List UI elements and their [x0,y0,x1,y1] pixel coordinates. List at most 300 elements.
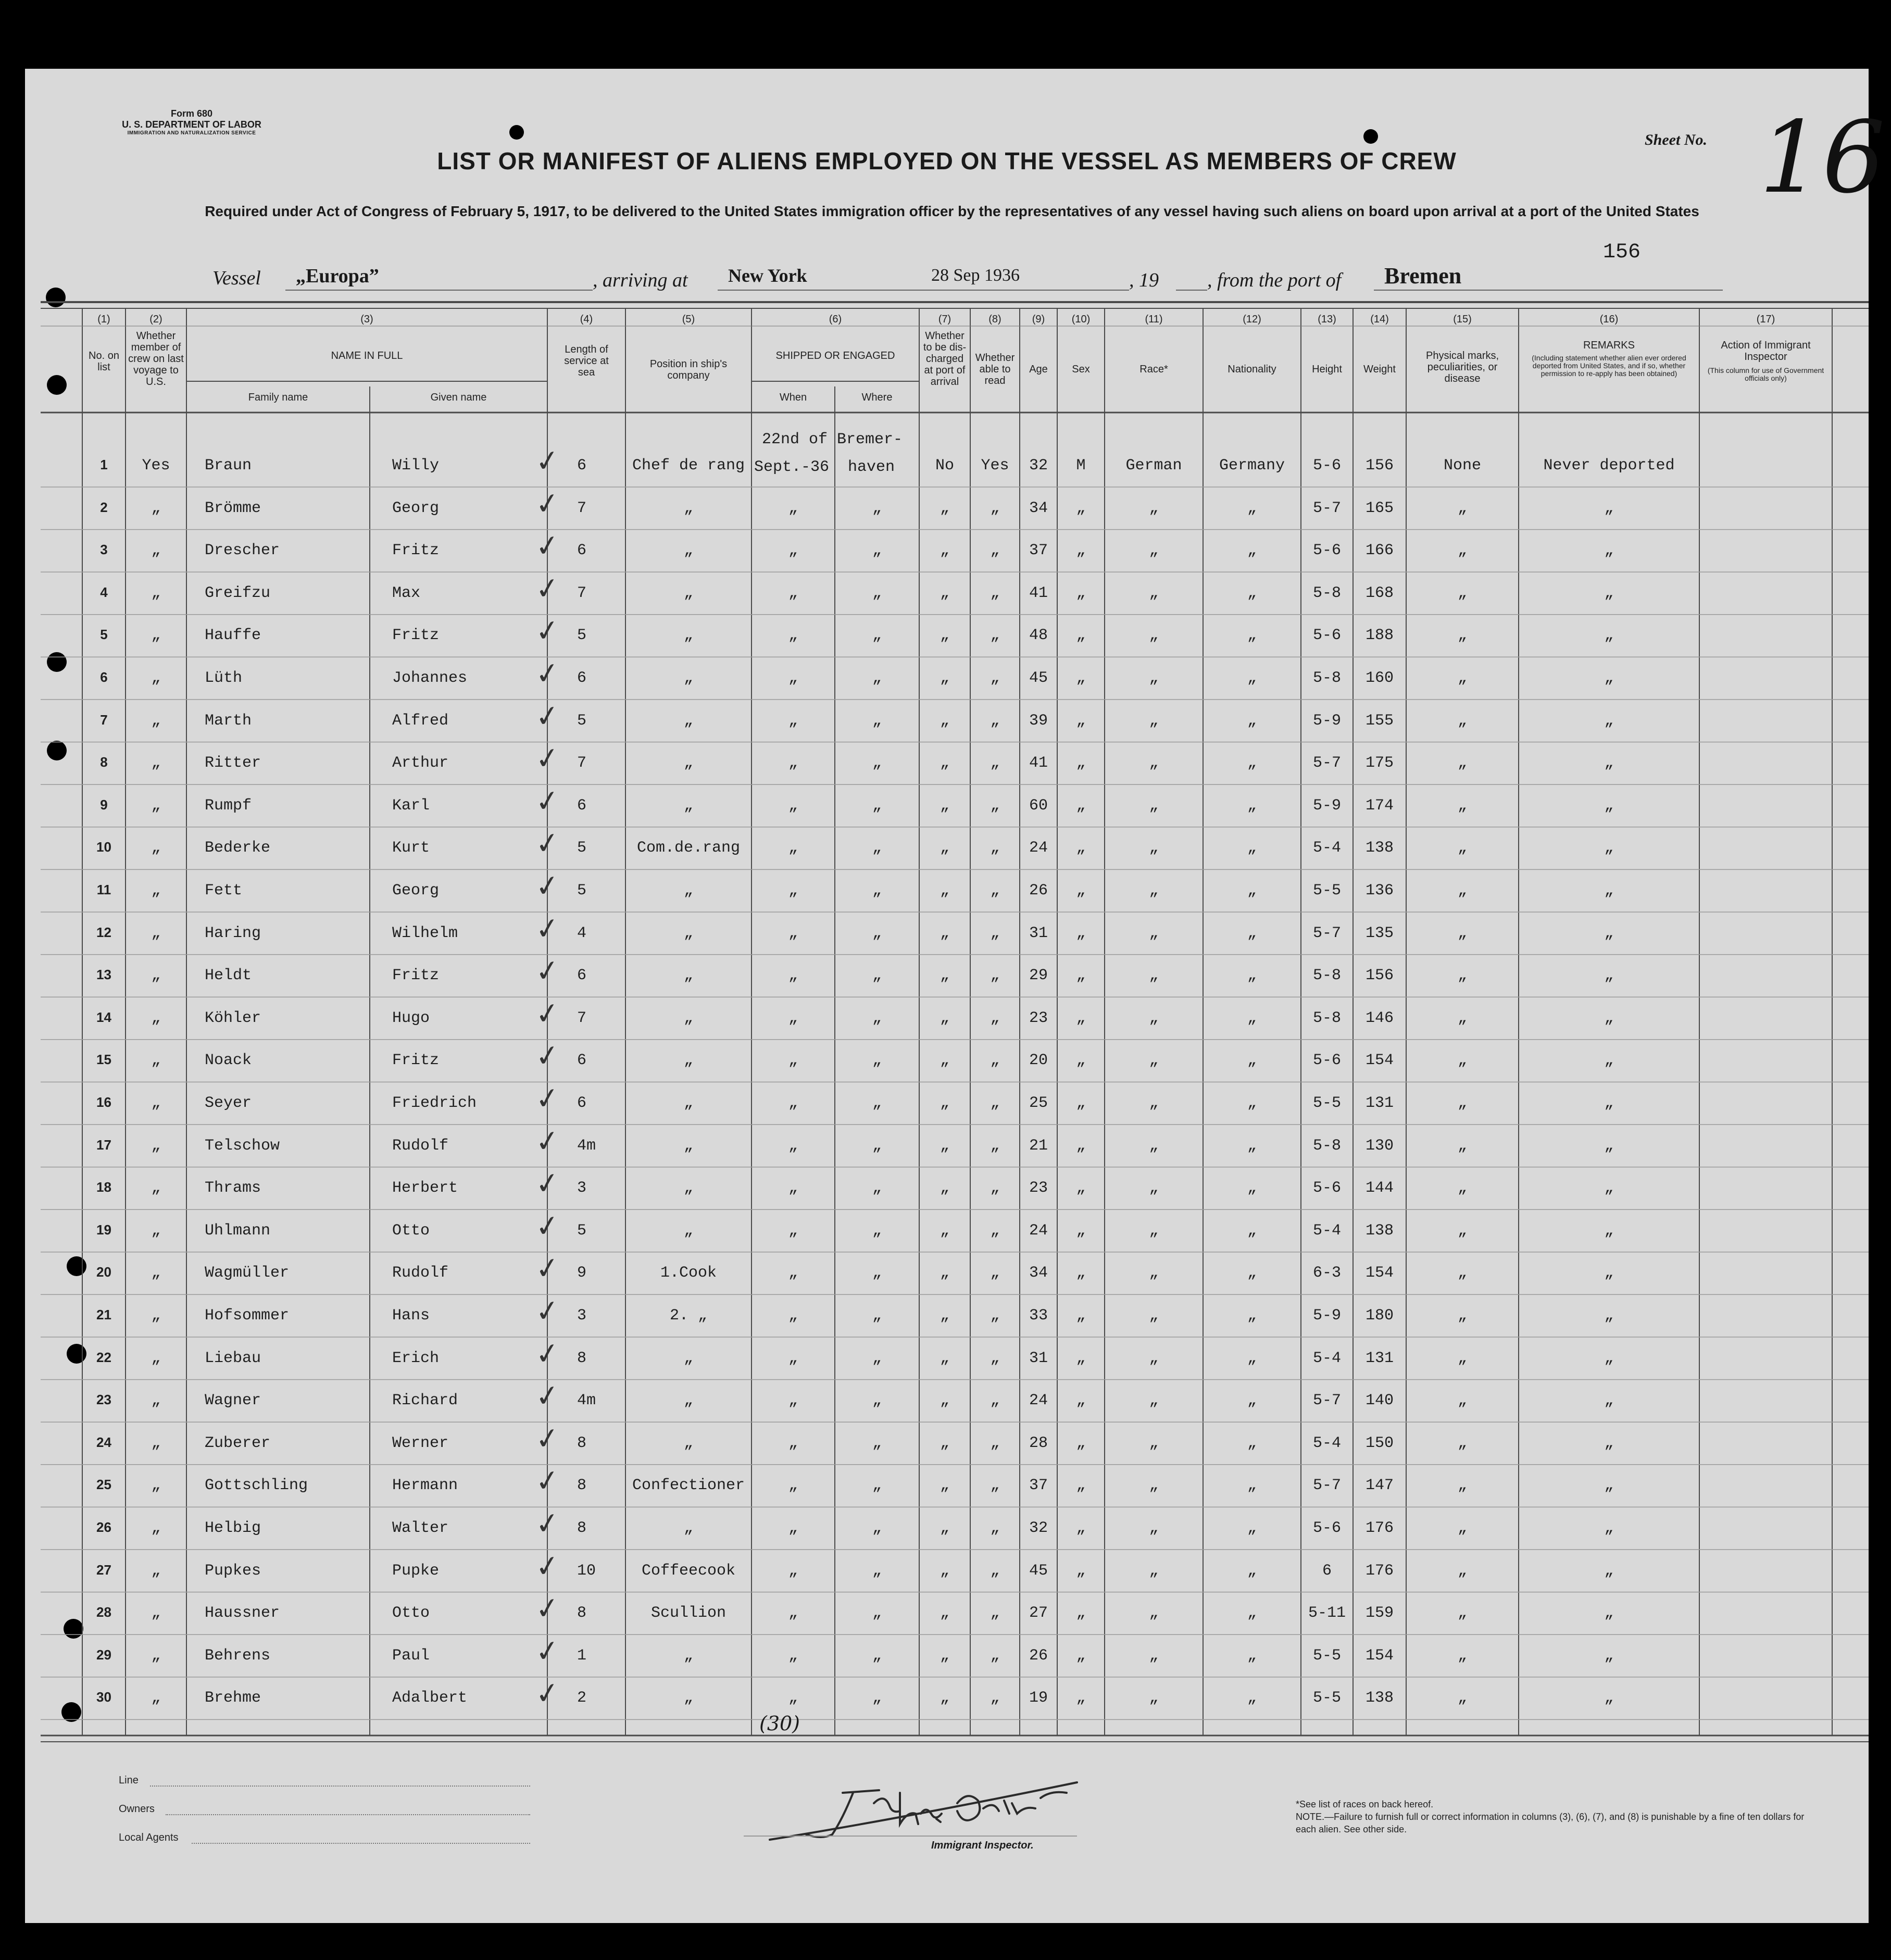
cell-position: 1.Cook [660,1264,717,1282]
cell-given: Karl [392,796,430,815]
cell-family: Greifzu [205,584,271,602]
cell-sex: „ [1076,1094,1086,1112]
cell-weight: 156 [1365,967,1394,985]
cell-nationality: „ [1247,669,1257,687]
cell-remarks: „ [1604,796,1614,815]
cell-position: „ [683,796,693,815]
cell-discharge: „ [940,584,949,602]
cell-nationality: Germany [1219,457,1285,475]
cell-height: 5-6 [1312,1519,1341,1537]
cell-race: „ [1149,1307,1159,1325]
cell-marks: „ [1457,584,1467,602]
cell-prev: „ [151,1477,161,1495]
cell-where: „ [872,1689,882,1707]
cell-discharge: „ [940,839,949,857]
cell-family: Drescher [205,542,280,560]
cell-given: Wilhelm [392,924,458,942]
cell-prev: „ [151,882,161,900]
cell-marks: „ [1457,1264,1467,1282]
table-row [25,613,1869,664]
cell-when: „ [788,796,798,815]
cell-remarks: „ [1604,1009,1614,1027]
cell-discharge: „ [940,1221,949,1240]
cell-nationality: „ [1247,711,1257,730]
cell-age: 27 [1029,1604,1048,1622]
col-num-11: (11) [1145,314,1163,325]
check-mark-icon: ✓ [533,782,562,820]
cell-height: 5-5 [1312,882,1341,900]
cell-prev: „ [151,796,161,815]
cell-no: 7 [100,711,108,728]
cell-remarks: „ [1604,1392,1614,1410]
cell-given: Walter [392,1519,449,1537]
cell-remarks: „ [1604,924,1614,942]
cell-where: „ [872,1646,882,1665]
cell-nationality: „ [1247,584,1257,602]
cell-remarks: „ [1604,1221,1614,1240]
cell-read: „ [990,1392,1000,1410]
cell-service: 7 [577,1009,587,1027]
cell-no: 23 [96,1392,111,1408]
check-mark-icon: ✓ [533,1547,562,1585]
col-header-given-name: Given name [430,392,487,403]
cell-remarks: „ [1604,669,1614,687]
cell-marks: „ [1457,754,1467,772]
cell-age: 41 [1029,584,1048,602]
cell-prev: „ [151,669,161,687]
cell-prev: „ [151,1434,161,1452]
cell-sex: „ [1076,882,1086,900]
cell-race: „ [1149,711,1159,730]
cell-discharge: „ [940,1094,949,1112]
cell-marks: „ [1457,627,1467,645]
cell-family: Behrens [205,1646,271,1665]
cell-discharge: „ [940,1052,949,1070]
col-header-nationality: Nationality [1228,364,1276,375]
cell-no: 21 [96,1307,111,1322]
col-header-remarks-note: (Including statement whether alien ever ordered deported from United States, and if so, whether permission to re-apply has been obtained) [1532,354,1686,378]
cell-given: Erich [392,1349,440,1367]
cell-prev: „ [151,1137,161,1155]
cell-service: 6 [577,457,587,475]
col-num-6: (6) [829,314,842,325]
check-mark-icon: ✓ [533,1250,562,1288]
col-header-when: When [779,392,807,403]
cell-when: „ [788,924,798,942]
cell-weight: 188 [1365,627,1394,645]
cell-nationality: „ [1247,627,1257,645]
shipped-date-line1: 22nd of Bremer- [762,431,903,448]
cell-service: 5 [577,839,587,857]
cell-weight: 180 [1365,1307,1394,1325]
cell-nationality: „ [1247,1562,1257,1580]
cell-remarks: „ [1604,499,1614,517]
cell-read: „ [990,1562,1000,1580]
cell-age: 24 [1029,1392,1048,1410]
cell-weight: 154 [1365,1646,1394,1665]
cell-service: 8 [577,1477,587,1495]
cell-service: 6 [577,1094,587,1112]
cell-remarks: „ [1604,1562,1614,1580]
cell-prev: „ [151,1307,161,1325]
col-num-16: (16) [1599,314,1619,325]
cell-weight: 131 [1365,1094,1394,1112]
cell-when: „ [788,754,798,772]
cell-nationality: „ [1247,1264,1257,1282]
from-port-label: , from the port of [1207,269,1342,291]
cell-age: 29 [1029,967,1048,985]
cell-position: „ [683,754,693,772]
cell-discharge: „ [940,924,949,942]
cell-nationality: „ [1247,1009,1257,1027]
cell-given: Georg [392,882,440,900]
cell-race: „ [1149,796,1159,815]
cell-when: „ [788,669,798,687]
cell-weight: 166 [1365,542,1394,560]
cell-sex: „ [1076,754,1086,772]
cell-when: „ [788,967,798,985]
table-row [25,697,1869,750]
cell-age: 39 [1029,711,1048,730]
cell-remarks: „ [1604,1519,1614,1537]
table-row [25,443,1869,494]
cell-race: „ [1149,1689,1159,1707]
cell-race: „ [1149,499,1159,517]
cell-where: „ [872,669,882,687]
col-num-17: (17) [1756,314,1775,325]
cell-prev: „ [151,499,161,517]
owners-label: Owners [119,1803,155,1815]
cell-marks: „ [1457,1094,1467,1112]
cell-height: 5-6 [1312,1179,1341,1197]
cell-prev: „ [151,1604,161,1622]
cell-when: „ [788,499,798,517]
cell-race: „ [1149,1349,1159,1367]
cell-read: „ [990,499,1000,517]
cell-remarks: „ [1604,1137,1614,1155]
cell-prev: „ [151,627,161,645]
cell-given: Adalbert [392,1689,468,1707]
cell-position: „ [683,1009,693,1027]
cell-remarks: „ [1604,1307,1614,1325]
cell-given: Arthur [392,754,449,772]
cell-service: 4 [577,924,587,942]
cell-marks: „ [1457,839,1467,857]
cell-discharge: „ [940,1307,949,1325]
cell-when: „ [788,542,798,560]
cell-race: German [1125,457,1182,475]
cell-prev: „ [151,1264,161,1282]
cell-service: 3 [577,1307,587,1325]
cell-discharge: „ [940,1264,949,1282]
table-row [25,485,1869,537]
cell-no: 15 [96,1052,111,1068]
sheet-label: Sheet No. [1645,131,1707,148]
cell-age: 24 [1029,839,1048,857]
cell-height: 5-11 [1308,1604,1346,1622]
cell-age: 23 [1029,1179,1048,1197]
cell-family: Ritter [205,754,261,772]
col-num-4: (4) [580,314,593,325]
cell-sex: „ [1076,1604,1086,1622]
cell-read: „ [990,882,1000,900]
cell-when: „ [788,839,798,857]
local-agents-label: Local Agents [119,1832,179,1843]
table-row [25,1038,1869,1089]
cell-prev: „ [151,1562,161,1580]
cell-height: 5-8 [1312,584,1341,602]
shipped-when: Sept.-36 [754,458,830,476]
table-row [25,570,1869,622]
cell-position: „ [683,669,693,687]
cell-family: Köhler [205,1009,261,1027]
cell-remarks: „ [1604,1477,1614,1495]
col-num-1: (1) [97,314,110,325]
cell-where: „ [872,1604,882,1622]
cell-read: „ [990,796,1000,815]
cell-age: 31 [1029,1349,1048,1367]
cell-read: „ [990,1349,1000,1367]
cell-nationality: „ [1247,1392,1257,1410]
cell-race: „ [1149,1519,1159,1537]
cell-where: „ [872,1052,882,1070]
cell-no: 26 [96,1519,111,1535]
cell-family: Thrams [205,1179,261,1197]
table-row [25,995,1869,1047]
cell-discharge: „ [940,711,949,730]
cell-family: Marth [205,711,252,730]
cell-height: 5-7 [1312,499,1341,517]
cell-weight: 156 [1365,457,1394,475]
cell-position: Coffeecook [641,1562,736,1580]
cell-position: Confectioner [632,1477,745,1495]
col-header-position: Position in ship's company [649,358,728,381]
cell-where: „ [872,1264,882,1282]
check-mark-icon: ✓ [533,697,562,735]
cell-given: Otto [392,1604,430,1622]
cell-marks: „ [1457,1689,1467,1707]
cell-no: 22 [96,1349,111,1365]
cell-discharge: „ [940,627,949,645]
col-num-5: (5) [682,314,695,325]
cell-marks: „ [1457,1307,1467,1325]
cell-discharge: „ [940,1562,949,1580]
cell-when: „ [788,1221,798,1240]
cell-marks: „ [1457,1392,1467,1410]
check-mark-icon: ✓ [533,1293,562,1330]
cell-service: 4m [577,1392,596,1410]
check-mark-icon: ✓ [533,528,562,565]
cell-no: 3 [100,542,108,558]
col-header-inspector-action: Action of Immigrant Inspector [1721,340,1811,363]
cell-weight: 140 [1365,1392,1394,1410]
table-row [25,1335,1869,1387]
form-number: Form 680 [170,108,213,119]
col-num-15: (15) [1453,314,1472,325]
cell-marks: „ [1457,1604,1467,1622]
cell-read: „ [990,627,1000,645]
cell-weight: 176 [1365,1519,1394,1537]
cell-no: 1 [100,457,108,472]
cell-position: „ [683,1221,693,1240]
cell-no: 17 [96,1137,111,1153]
cell-prev: „ [151,1519,161,1537]
cell-position: „ [683,1689,693,1707]
cell-height: 6-3 [1312,1264,1341,1282]
vessel-label: Vessel [212,267,261,289]
cell-age: 19 [1029,1689,1048,1707]
cell-race: „ [1149,1009,1159,1027]
cell-height: 5-8 [1312,967,1341,985]
check-mark-icon: ✓ [533,443,562,480]
cell-sex: „ [1076,924,1086,942]
cell-race: „ [1149,1434,1159,1452]
cell-marks: „ [1457,1137,1467,1155]
cell-prev: „ [151,1646,161,1665]
cell-weight: 175 [1365,754,1394,772]
department-name: U. S. DEPARTMENT OF LABOR [122,119,261,130]
cell-position: „ [683,924,693,942]
cell-weight: 144 [1365,1179,1394,1197]
cell-discharge: „ [940,1689,949,1707]
cell-given: Rudolf [392,1264,449,1282]
cell-where: „ [872,499,882,517]
cell-prev: „ [151,924,161,942]
cell-read: „ [990,1221,1000,1240]
cell-marks: „ [1457,542,1467,560]
cell-weight: 155 [1365,711,1394,730]
cell-prev: Yes [142,457,170,475]
cell-position: „ [683,542,693,560]
cell-family: Brehme [205,1689,261,1707]
cell-read: „ [990,1434,1000,1452]
cell-sex: „ [1076,967,1086,985]
cell-when: „ [788,1646,798,1665]
cell-nationality: „ [1247,967,1257,985]
cell-where: „ [872,584,882,602]
cell-weight: 154 [1365,1052,1394,1070]
table-row [25,655,1869,707]
cell-position: 2. „ [669,1307,707,1325]
cell-service: 7 [577,754,587,772]
cell-height: 5-6 [1312,457,1341,475]
cell-height: 5-4 [1312,1349,1341,1367]
cell-marks: „ [1457,1434,1467,1452]
cell-race: „ [1149,1179,1159,1197]
cell-given: Fritz [392,1052,440,1070]
col-header-sex: Sex [1072,364,1090,375]
col-header-previous-voyage: Whether member of crew on last voyage to U.S. [128,330,184,388]
cell-no: 5 [100,627,108,643]
cell-sex: „ [1076,1264,1086,1282]
cell-nationality: „ [1247,1689,1257,1707]
cell-discharge: „ [940,1477,949,1495]
shipped-where: haven [848,458,895,476]
cell-sex: „ [1076,796,1086,815]
cell-race: „ [1149,1052,1159,1070]
cell-race: „ [1149,1137,1159,1155]
cell-age: 37 [1029,1477,1048,1495]
service-name: IMMIGRATION AND NATURALIZATION SERVICE [127,130,256,136]
cell-given: Pupke [392,1562,440,1580]
cell-weight: 135 [1365,924,1394,942]
table-row [25,1590,1869,1642]
cell-given: Richard [392,1392,458,1410]
cell-marks: „ [1457,1221,1467,1240]
cell-given: Fritz [392,542,440,560]
col-header-inspector-note: (This column for use of Government officials only) [1707,366,1824,382]
cell-height: 5-4 [1312,1434,1341,1452]
cell-sex: M [1076,457,1086,475]
cell-marks: „ [1457,967,1467,985]
cell-age: 32 [1029,457,1048,475]
cell-sex: „ [1076,1689,1086,1707]
cell-height: 5-6 [1312,1052,1341,1070]
cell-marks: „ [1457,1562,1467,1580]
cell-age: 34 [1029,1264,1048,1282]
cell-when: „ [788,627,798,645]
cell-position: „ [683,499,693,517]
cell-read: „ [990,1009,1000,1027]
cell-where: „ [872,1137,882,1155]
cell-read: „ [990,754,1000,772]
cell-service: 8 [577,1434,587,1452]
col-num-12: (12) [1243,314,1261,325]
cell-remarks: „ [1604,1646,1614,1665]
cell-marks: „ [1457,1349,1467,1367]
cell-position: „ [683,1434,693,1452]
cell-age: 48 [1029,627,1048,645]
cell-discharge: „ [940,1646,949,1665]
arriving-port: New York [728,265,807,286]
cell-weight: 138 [1365,1689,1394,1707]
cell-race: „ [1149,1094,1159,1112]
cell-service: 3 [577,1179,587,1197]
cell-marks: „ [1457,1009,1467,1027]
cell-age: 20 [1029,1052,1048,1070]
cell-sex: „ [1076,1434,1086,1452]
cell-remarks: „ [1604,584,1614,602]
cell-race: „ [1149,1392,1159,1410]
cell-nationality: „ [1247,1137,1257,1155]
cell-remarks: „ [1604,542,1614,560]
cell-race: „ [1149,584,1159,602]
cell-family: Braun [205,457,252,475]
check-mark-icon: ✓ [533,1122,562,1160]
cell-where: „ [872,627,882,645]
cell-when: „ [788,1179,798,1197]
cell-sex: „ [1076,1519,1086,1537]
cell-when: „ [788,882,798,900]
cell-race: „ [1149,627,1159,645]
cell-given: Otto [392,1221,430,1240]
cell-when: „ [788,584,798,602]
check-mark-icon: ✓ [533,953,562,990]
cell-height: 5-8 [1312,669,1341,687]
cell-height: 5-8 [1312,1137,1341,1155]
cell-when: „ [788,711,798,730]
cell-age: 41 [1029,754,1048,772]
cell-given: Willy [392,457,440,475]
col-header-length-of-service: Length of service at sea [564,344,609,378]
cell-nationality: „ [1247,882,1257,900]
arrival-date: 28 Sep 1936 [931,266,1020,285]
cell-given: Rudolf [392,1137,449,1155]
cell-height: 5-5 [1312,1094,1341,1112]
cell-given: Hans [392,1307,430,1325]
cell-sex: „ [1076,627,1086,645]
cell-service: 6 [577,669,587,687]
